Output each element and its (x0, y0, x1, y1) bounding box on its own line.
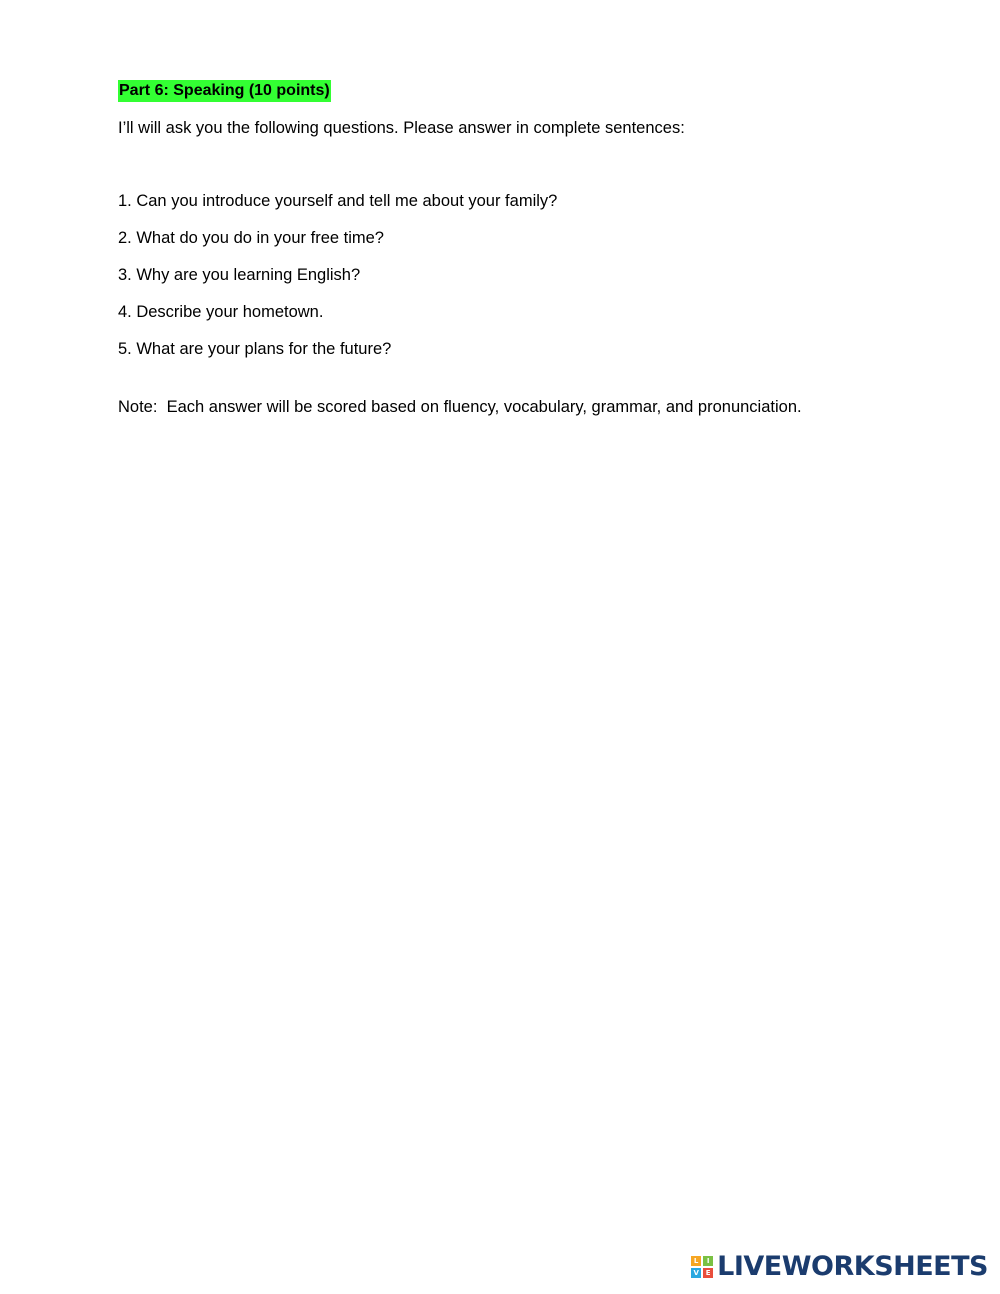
logo-mark-icon (691, 1256, 713, 1278)
logo-text: LIVEWORKSHEETS (717, 1251, 988, 1282)
question-item: 4. Describe your hometown. (118, 303, 324, 321)
logo-mark-tile: I (703, 1256, 713, 1266)
scoring-note: Note: Each answer will be scored based on fluency, vocabulary, grammar, and pronunciation. (118, 398, 802, 416)
logo-mark-tile: E (703, 1268, 713, 1278)
question-list (118, 190, 898, 360)
section-heading-wrap (118, 80, 898, 102)
worksheet-page (118, 80, 898, 418)
section-heading: Part 6: Speaking (10 points) (118, 80, 331, 102)
logo-mark-tile: V (691, 1268, 701, 1278)
question-item: 2. What do you do in your free time? (118, 229, 384, 247)
liveworksheets-logo[interactable] (691, 1251, 988, 1282)
question-item: 3. Why are you learning English? (118, 266, 361, 284)
question-item: 1. Can you introduce yourself and tell me about your family? (118, 192, 558, 210)
question-item: 5. What are your plans for the future? (118, 340, 392, 358)
logo-mark-tile: L (691, 1256, 701, 1266)
instructions-text: I’ll will ask you the following questions. Please answer in complete sentences: (118, 119, 685, 137)
